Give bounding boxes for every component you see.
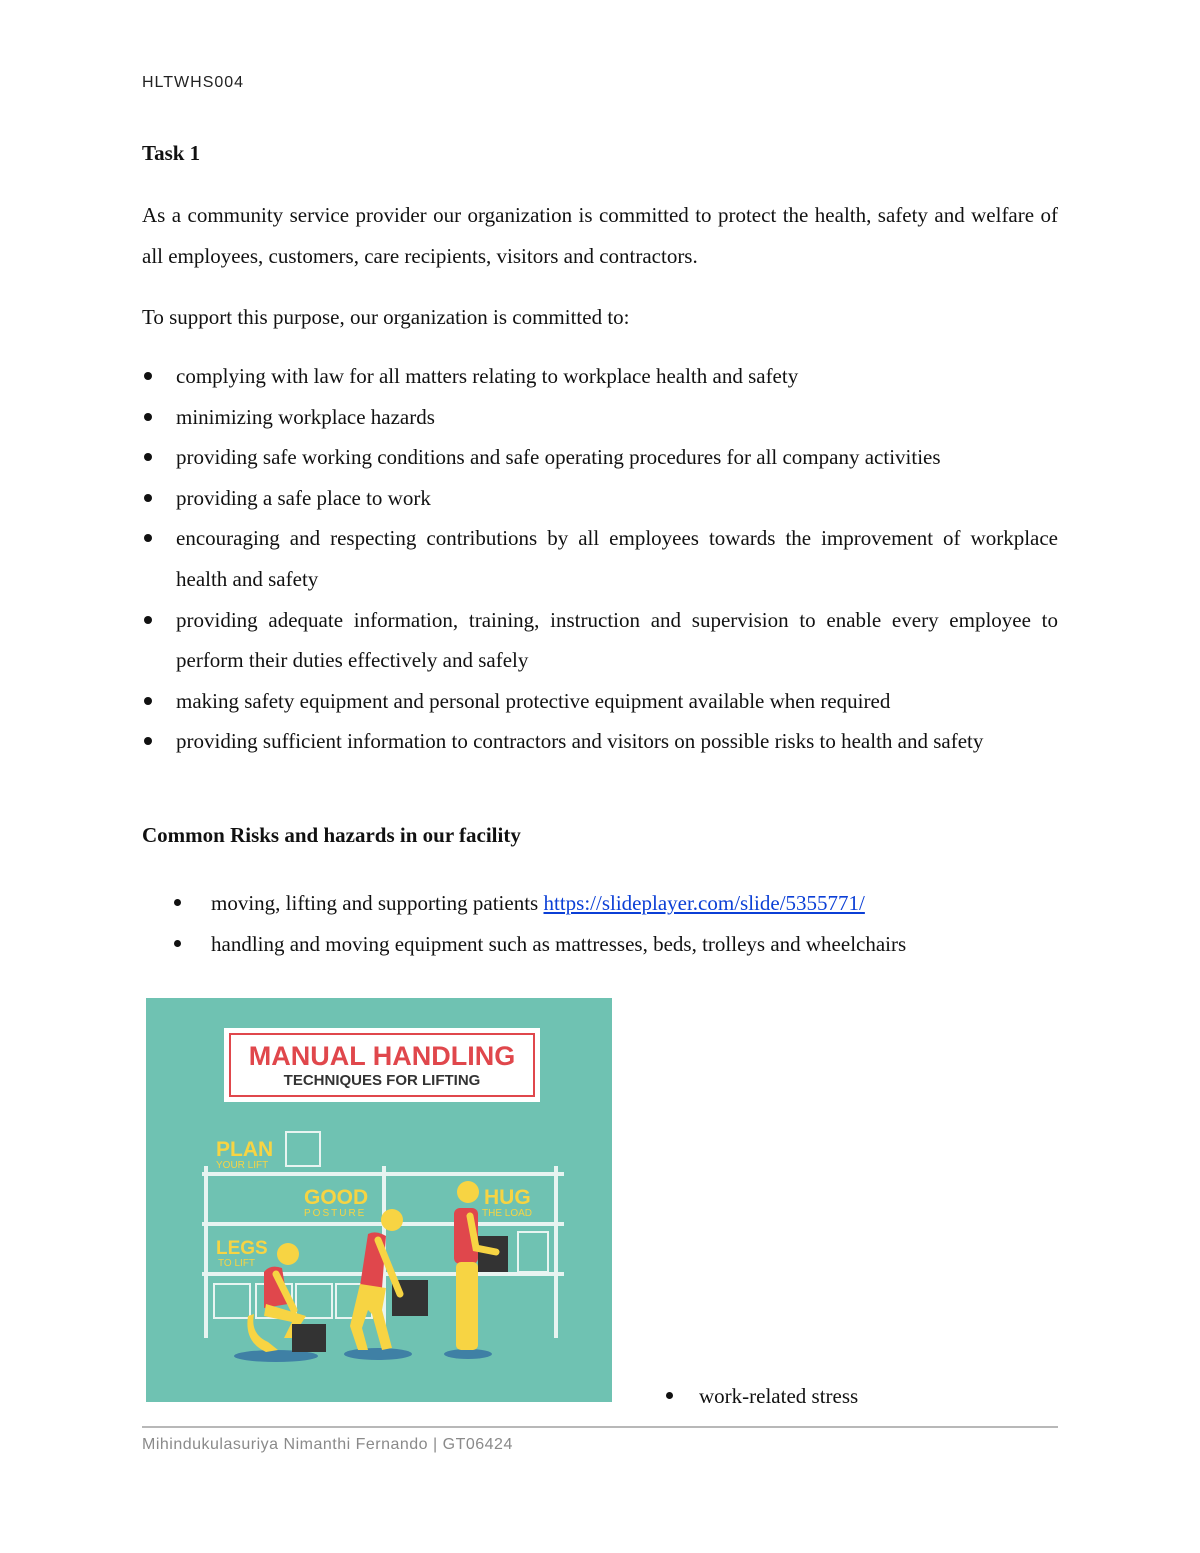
poster-illustration bbox=[146, 998, 612, 1402]
support-paragraph: To support this purpose, our organization is committed to: bbox=[142, 305, 630, 329]
risk-text: work-related stress bbox=[699, 1384, 859, 1408]
poster-label-plan-sub: YOUR LIFT bbox=[216, 1160, 269, 1171]
shadow bbox=[344, 1348, 412, 1360]
poster-label-hug-sub: THE LOAD bbox=[482, 1208, 533, 1219]
list-item: providing a safe place to work bbox=[142, 478, 1058, 519]
document-footer: Mihindukulasuriya Nimanthi Fernando | GT06424 bbox=[142, 1436, 513, 1453]
list-item: complying with law for all matters relating to workplace health and safety bbox=[142, 356, 1058, 397]
manual-handling-poster bbox=[146, 998, 612, 1402]
footer-rule bbox=[142, 1426, 1058, 1428]
list-item bbox=[665, 1376, 858, 1416]
list-item: encouraging and respecting contributions by all employees towards the improvement of workplace health and safety bbox=[142, 518, 1058, 599]
risks-heading: Common Risks and hazards in our facility bbox=[142, 823, 521, 847]
intro-paragraph: As a community service provider our organization is committed to protect the health, safety and welfare of all employees, customers, care recipients, visitors and contractors. bbox=[142, 203, 1058, 268]
list-item: minimizing workplace hazards bbox=[142, 397, 1058, 438]
poster-label-hug: HUG bbox=[484, 1186, 531, 1209]
list-item: providing adequate information, training, instruction and supervision to enable every employee to perform their duties effectively and safely bbox=[142, 600, 1058, 681]
slideplayer-link[interactable]: https://slideplayer.com/slide/5355771/ bbox=[543, 891, 865, 915]
list-item: making safety equipment and personal protective equipment available when required bbox=[142, 681, 1058, 722]
list-item: providing safe working conditions and safe operating procedures for all company activities bbox=[142, 437, 1058, 478]
list-item: handling and moving equipment such as mattresses, beds, trolleys and wheelchairs bbox=[170, 924, 1070, 965]
poster-title: MANUAL HANDLING bbox=[248, 1041, 516, 1071]
poster-label-plan: PLAN bbox=[216, 1138, 274, 1161]
poster-label-good-sub: POSTURE bbox=[304, 1208, 367, 1219]
list-item bbox=[170, 883, 1070, 924]
commitments-list bbox=[142, 356, 1058, 762]
poster-label-legs: LEGS bbox=[216, 1238, 268, 1259]
poster-label-good: GOOD bbox=[304, 1186, 369, 1209]
list-item: providing sufficient information to contractors and visitors on possible risks to health and safety bbox=[142, 721, 1058, 762]
poster-subtitle: TECHNIQUES FOR LIFTING bbox=[283, 1072, 481, 1089]
shadow bbox=[444, 1349, 492, 1359]
poster-label-legs-sub: TO LIFT bbox=[218, 1258, 256, 1269]
risks-list bbox=[170, 883, 1070, 964]
task-title: Task 1 bbox=[142, 141, 201, 165]
risk-text: moving, lifting and supporting patients bbox=[211, 891, 544, 915]
document-header: HLTWHS004 bbox=[142, 74, 245, 91]
